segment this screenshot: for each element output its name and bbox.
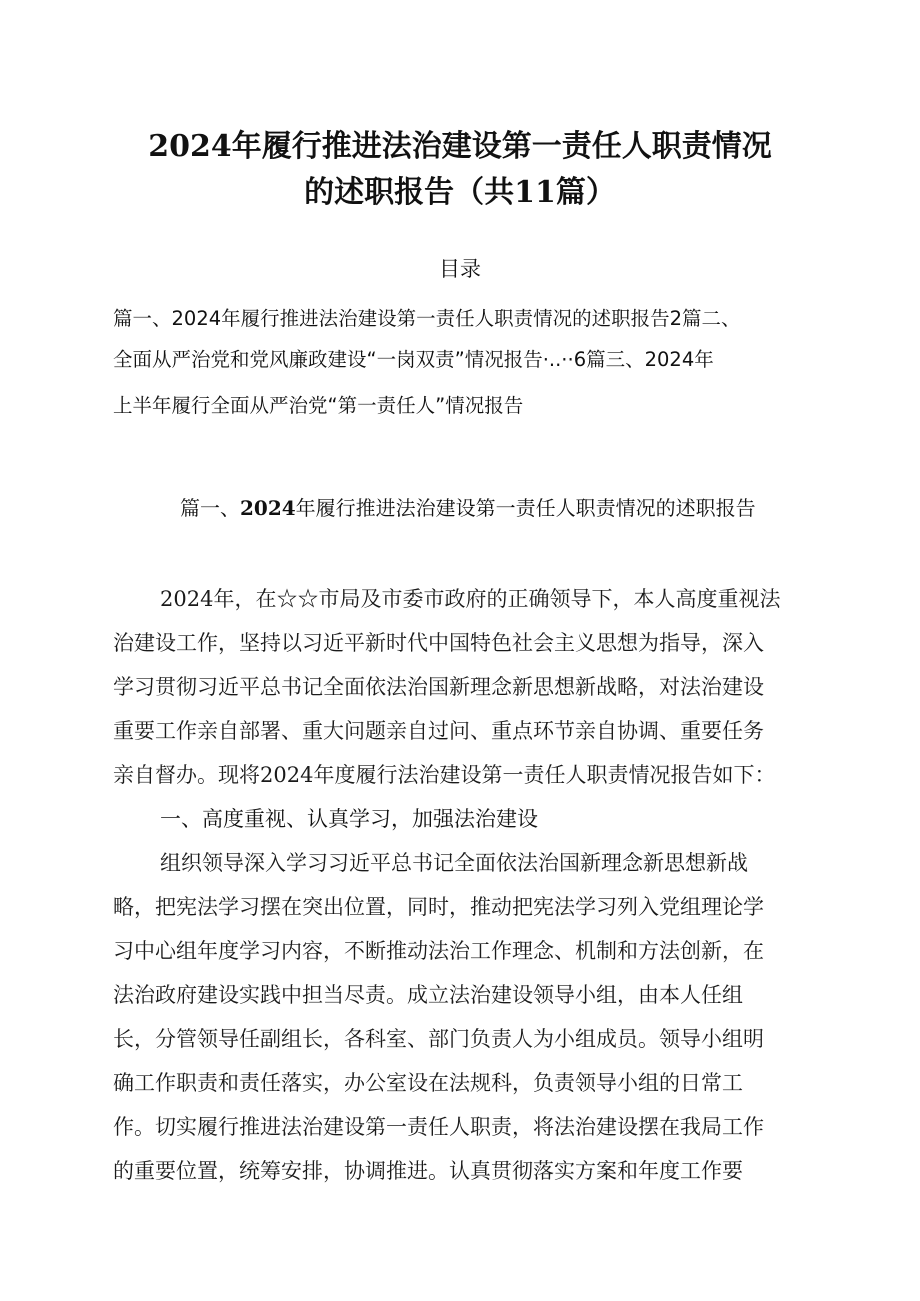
paragraph-line: 确工作职责和责任落实，办公室设在法规科，负责领导小组的日常工 <box>113 1071 743 1095</box>
paragraph-line: 法治政府建设实践中担当尽责。成立法治建设领导小组，由本人任组 <box>113 983 743 1007</box>
sub-heading: 一、高度重视、认真学习，加强法治建设 <box>160 807 538 831</box>
section-title-prefix: 篇一、 <box>180 496 240 520</box>
paragraph-line: 的重要位置，统筹安排，协调推进。认真贯彻落实方案和年度工作要 <box>113 1159 743 1183</box>
paragraph-line: 治建设工作，坚持以习近平新时代中国特色社会主义思想为指导，深入 <box>113 631 764 655</box>
paragraph-line: 学习贯彻习近平总书记全面依法治国新理念新思想新战略，对法治建设 <box>113 675 764 699</box>
paragraph-line: 略，把宪法学习摆在突出位置，同时，推动把宪法学习列入党组理论学 <box>113 895 764 919</box>
paragraph-line: 亲自督办。现将2024年度履行法治建设第一责任人职责情况报告如下： <box>113 763 776 787</box>
document-title-line-2: 的述职报告（共11篇） <box>304 175 616 210</box>
paragraph-line: 重要工作亲自部署、重大问题亲自过问、重点环节亲自协调、重要任务 <box>113 719 764 743</box>
toc-heading: 目录 <box>439 257 481 281</box>
paragraph-line: 习中心组年度学习内容，不断推动法治工作理念、机制和方法创新，在 <box>113 939 764 963</box>
toc-line: 全面从严治党和党风廉政建设“一岗双责”情况报告·..··6篇三、2024年 <box>113 348 714 371</box>
section-title <box>180 493 840 523</box>
paragraph-line: 组织领导深入学习习近平总书记全面依法治国新理念新思想新战 <box>160 851 748 875</box>
section-title-year: 2024 <box>240 496 296 520</box>
section-title-rest: 年履行推进法治建设第一责任人职责情况的述职报告 <box>295 496 756 520</box>
toc-line: 上半年履行全面从严治党“第一责任人”情况报告 <box>113 394 524 417</box>
paragraph-line: 作。切实履行推进法治建设第一责任人职责，将法治建设摆在我局工作 <box>113 1115 764 1139</box>
document-title-line-1: 2024年履行推进法治建设第一责任人职责情况 <box>148 129 772 164</box>
paragraph-line: 2024年，在☆☆市局及市委市政府的正确领导下，本人高度重视法 <box>160 587 781 611</box>
toc-line: 篇一、2024年履行推进法治建设第一责任人职责情况的述职报告2篇二、 <box>113 307 741 330</box>
paragraph-line: 长，分管领导任副组长，各科室、部门负责人为小组成员。领导小组明 <box>113 1027 764 1051</box>
